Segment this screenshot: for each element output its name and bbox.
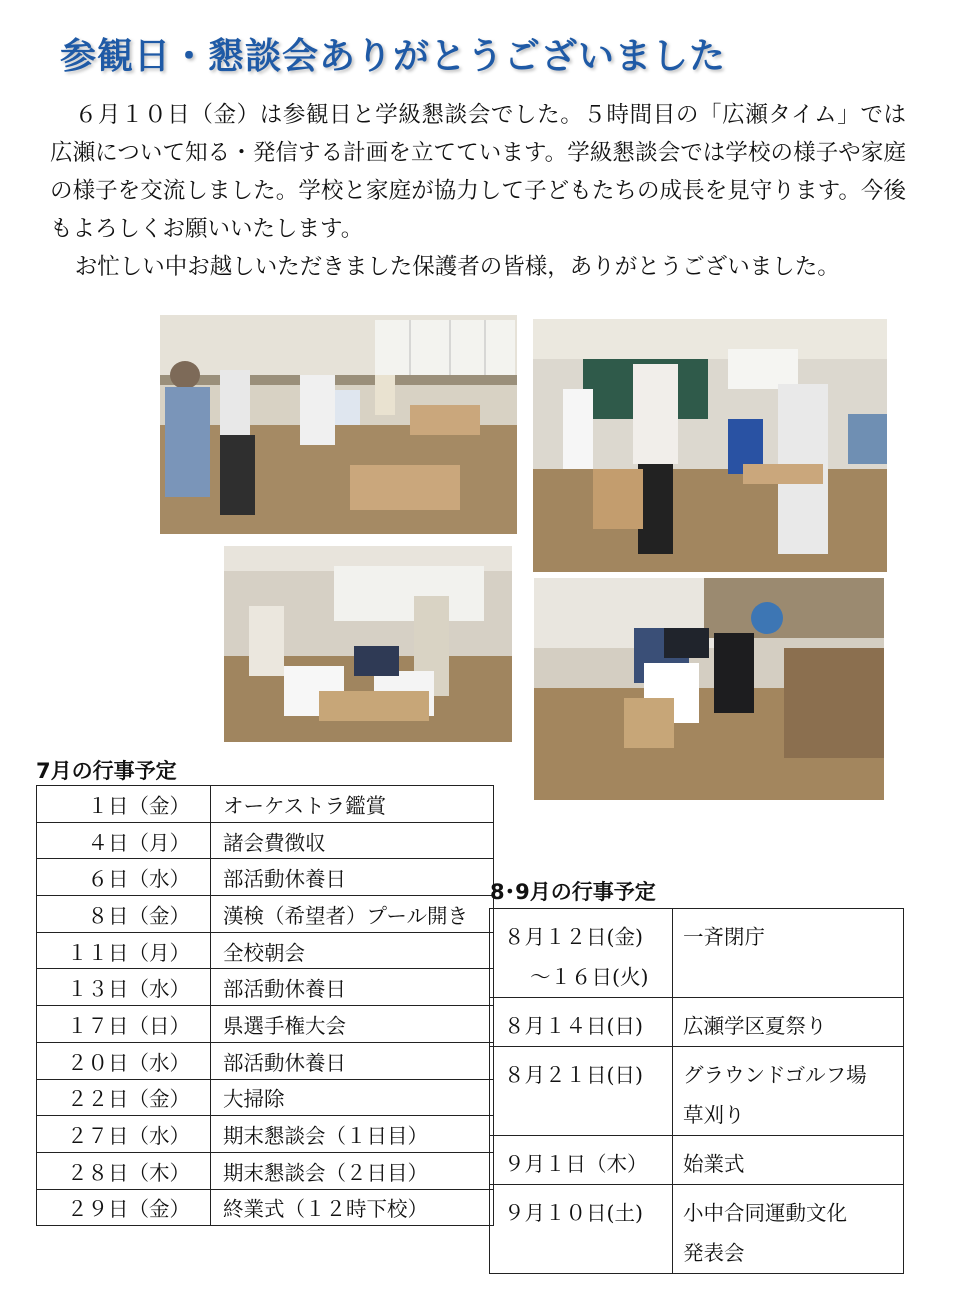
schedule-date: ２８日（木） bbox=[37, 1152, 211, 1189]
schedule-event: 終業式（１２時下校） bbox=[211, 1189, 494, 1226]
table-row bbox=[490, 1047, 904, 1136]
july-schedule-table bbox=[36, 785, 494, 1226]
schedule-event: 諸会費徴収 bbox=[211, 822, 494, 859]
schedule-event-cell bbox=[673, 998, 904, 1047]
schedule-event: 部活動休養日 bbox=[211, 859, 494, 896]
schedule-event: 小中合同運動文化 bbox=[683, 1201, 847, 1225]
schedule-date-end: ～１６日(火) bbox=[530, 965, 649, 989]
july-schedule-heading: 7月の行事予定 bbox=[36, 759, 177, 783]
table-row bbox=[37, 1189, 494, 1226]
schedule-event-cell bbox=[673, 909, 904, 998]
schedule-date: １日（金） bbox=[37, 786, 211, 823]
intro-text bbox=[50, 96, 906, 286]
schedule-event: 部活動休養日 bbox=[211, 1042, 494, 1079]
schedule-event: 期末懇談会（１日目） bbox=[211, 1116, 494, 1153]
classroom-photo-4 bbox=[534, 578, 884, 800]
schedule-date: ２７日（水） bbox=[37, 1116, 211, 1153]
classroom-photo-3 bbox=[224, 546, 512, 742]
schedule-event: 部活動休養日 bbox=[211, 969, 494, 1006]
table-row bbox=[37, 969, 494, 1006]
schedule-date-cell bbox=[490, 998, 673, 1047]
schedule-date: ８月１４日(日) bbox=[504, 1014, 643, 1038]
intro-paragraph: ６月１０日（金）は参観日と学級懇談会でした。５時間目の「広瀬タイム」では広瀬について知る・発信する計画を立てています。学級懇談会では学校の様子や家庭の様子を交流しました。学校と家庭が協力して子どもたちの成長を見守ります。今後もよろしくお願いいたします。 bbox=[50, 102, 906, 242]
schedule-event: 大掃除 bbox=[211, 1079, 494, 1116]
schedule-date: ２０日（水） bbox=[37, 1042, 211, 1079]
schedule-event-line2: 発表会 bbox=[683, 1241, 745, 1265]
schedule-date: ２９日（金） bbox=[37, 1189, 211, 1226]
schedule-event-line2: 草刈り bbox=[683, 1103, 745, 1127]
table-row bbox=[37, 932, 494, 969]
schedule-event: 期末懇談会（２日目） bbox=[211, 1152, 494, 1189]
table-row bbox=[37, 1006, 494, 1043]
schedule-date: ８日（金） bbox=[37, 896, 211, 933]
schedule-date-cell bbox=[490, 1047, 673, 1136]
thanks-paragraph: お忙しい中お越しいただきました保護者の皆様，ありがとうございました。 bbox=[74, 254, 840, 280]
table-row bbox=[37, 896, 494, 933]
schedule-date: ２２日（金） bbox=[37, 1079, 211, 1116]
schedule-date: １７日（日） bbox=[37, 1006, 211, 1043]
schedule-date-cell bbox=[490, 909, 673, 998]
schedule-event: 県選手権大会 bbox=[211, 1006, 494, 1043]
schedule-date: ８月２１日(日) bbox=[504, 1063, 643, 1087]
table-row bbox=[490, 998, 904, 1047]
schedule-date: ９月１日（木） bbox=[504, 1152, 648, 1176]
schedule-event: 漢検（希望者）プール開き bbox=[211, 896, 494, 933]
table-row bbox=[490, 909, 904, 998]
schedule-date-cell bbox=[490, 1185, 673, 1274]
table-row bbox=[37, 859, 494, 896]
schedule-date: １３日（水） bbox=[37, 969, 211, 1006]
schedule-event: オーケストラ鑑賞 bbox=[211, 786, 494, 823]
table-row bbox=[37, 1152, 494, 1189]
schedule-date: ４日（月） bbox=[37, 822, 211, 859]
schedule-event: 一斉閉庁 bbox=[683, 925, 765, 949]
schedule-event: グラウンドゴルフ場 bbox=[683, 1063, 867, 1087]
augsep-schedule-heading: 8･9月の行事予定 bbox=[490, 880, 656, 904]
classroom-photo-2 bbox=[533, 319, 887, 572]
schedule-date-cell bbox=[490, 1136, 673, 1185]
schedule-date: ８月１２日(金) bbox=[504, 925, 643, 949]
schedule-date: １１日（月） bbox=[37, 932, 211, 969]
schedule-date: ６日（水） bbox=[37, 859, 211, 896]
table-row bbox=[37, 1116, 494, 1153]
table-row bbox=[37, 1079, 494, 1116]
schedule-event-cell bbox=[673, 1185, 904, 1274]
augsep-schedule-table bbox=[489, 908, 904, 1274]
page-title: 参観日・懇談会ありがとうございました bbox=[60, 36, 727, 77]
table-row bbox=[37, 1042, 494, 1079]
schedule-event: 全校朝会 bbox=[211, 932, 494, 969]
schedule-event-cell bbox=[673, 1047, 904, 1136]
schedule-event: 始業式 bbox=[683, 1152, 745, 1176]
table-row bbox=[37, 822, 494, 859]
table-row bbox=[490, 1185, 904, 1274]
table-row bbox=[490, 1136, 904, 1185]
classroom-photo-1 bbox=[160, 315, 517, 534]
table-row bbox=[37, 786, 494, 823]
schedule-event-cell bbox=[673, 1136, 904, 1185]
schedule-date: ９月１０日(土) bbox=[504, 1201, 643, 1225]
schedule-event: 広瀬学区夏祭り bbox=[683, 1014, 827, 1038]
